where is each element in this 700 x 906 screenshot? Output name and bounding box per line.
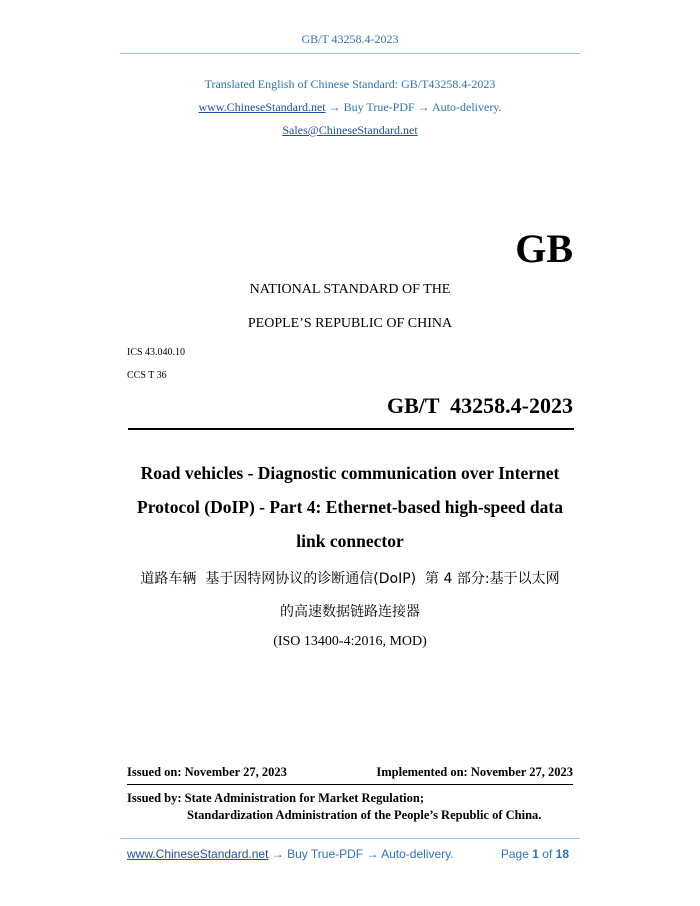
header-divider bbox=[120, 53, 580, 54]
title-en-line1: Road vehicles - Diagnostic communication over Internet bbox=[140, 463, 560, 483]
buy-suffix: → Buy True-PDF → Auto-delivery. bbox=[325, 100, 502, 114]
national-standard-line2: PEOPLE’S REPUBLIC OF CHINA bbox=[247, 316, 453, 331]
standard-number: GB/T 43258.4-2023 bbox=[386, 393, 573, 418]
issued-on: Issued on: November 27, 2023 bbox=[127, 765, 287, 779]
ics-code: ICS 43.040.10 bbox=[127, 347, 186, 358]
standard-number-rule bbox=[128, 428, 574, 430]
footer-site-link[interactable]: www.ChineseStandard.net bbox=[127, 847, 269, 861]
iso-reference: (ISO 13400-4:2016, MOD) bbox=[273, 634, 427, 649]
email-line bbox=[0, 123, 700, 138]
footer-buy-notice bbox=[127, 847, 454, 861]
gb-mark: GB bbox=[515, 226, 573, 271]
page-of: of bbox=[542, 847, 553, 861]
page-current: 1 bbox=[532, 847, 539, 861]
translation-notice: Translated English of Chinese Standard: GB/T43258.4-2023 bbox=[204, 77, 496, 91]
title-en-line2: Protocol (DoIP) - Part 4: Ethernet-based high-speed data bbox=[137, 497, 563, 517]
implemented-on: Implemented on: November 27, 2023 bbox=[376, 765, 573, 779]
issued-rule bbox=[127, 784, 573, 785]
footer-divider bbox=[120, 838, 580, 839]
title-cn-line2: 的高速数据链路连接器 bbox=[280, 604, 420, 620]
issued-by-line1: Issued by: State Administration for Market Regulation; bbox=[127, 791, 424, 805]
footer-buy-suffix: → Buy True-PDF → Auto-delivery. bbox=[268, 847, 454, 861]
page-total: 18 bbox=[555, 847, 569, 861]
ccs-code: CCS T 36 bbox=[127, 370, 167, 381]
national-standard-line1: NATIONAL STANDARD OF THE bbox=[249, 282, 451, 297]
title-cn-line1: 道路车辆 基于因特网协议的诊断通信(DoIP) 第 4 部分:基于以太网 bbox=[140, 571, 560, 587]
header-doc-code: GB/T 43258.4-2023 bbox=[301, 32, 399, 46]
title-en-line3: link connector bbox=[296, 531, 404, 551]
email-link[interactable]: Sales@ChineseStandard.net bbox=[282, 123, 418, 137]
issued-by-line2: Standardization Administration of the People’s Republic of China. bbox=[187, 808, 542, 822]
page-label: Page bbox=[500, 847, 529, 861]
page-indicator bbox=[501, 847, 569, 861]
buy-notice bbox=[0, 100, 700, 115]
site-link[interactable]: www.ChineseStandard.net bbox=[198, 100, 326, 114]
